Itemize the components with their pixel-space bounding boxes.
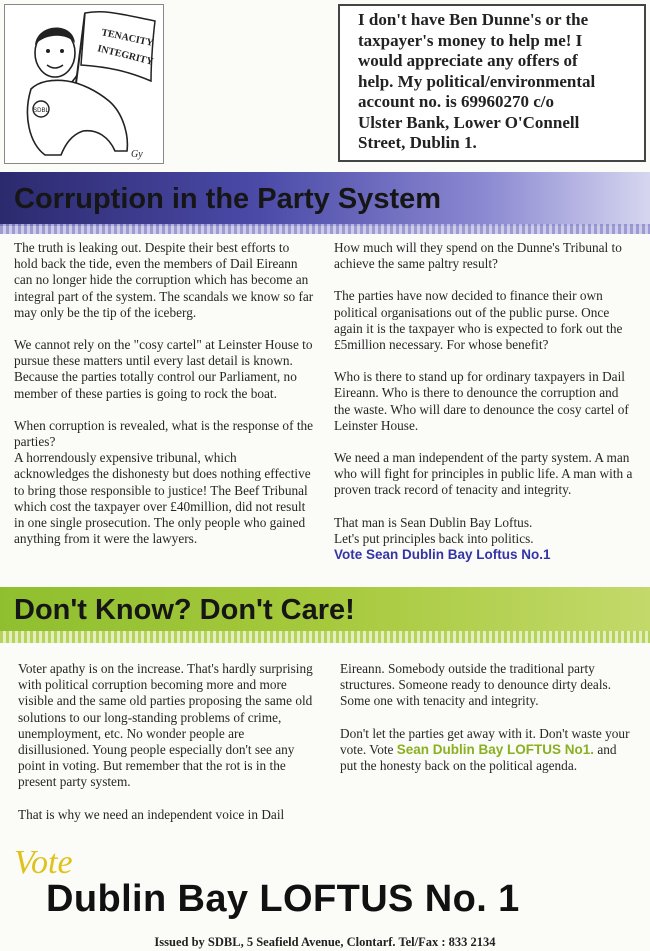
appeal-line: Street, Dublin 1. bbox=[358, 133, 477, 152]
paragraph: Who is there to stand up for ordinary taxpayers in Dail Eireann. Who is there to denounce the corruption and the waste. Who will dare to denounce the cosy cartel of Leinster House. bbox=[334, 369, 629, 433]
vote-line: Vote Sean Dublin Bay Loftus No.1 bbox=[334, 547, 551, 563]
closing-text-start: Don't let the parties get away with it. Don't waste your vote. Vote bbox=[340, 725, 630, 757]
candidate-cartoon bbox=[4, 4, 164, 164]
paragraph: A horrendously expensive tribunal, which acknowledges the dishonesty but does nothing effective to bring those responsible to justice! The Beef Tribunal which cost the taxpayer over £40million, did not result in one single prosecution. The only people who gained anything from it were the lawyers. bbox=[14, 450, 311, 547]
vote-word: Vote bbox=[14, 844, 73, 881]
paragraph: Let's put principles back into politics. bbox=[334, 530, 534, 546]
vote-line: Sean Dublin Bay LOFTUS No1. bbox=[396, 741, 595, 757]
appeal-line: would appreciate any offers of bbox=[358, 51, 578, 70]
issuer-line: Issued by SDBL, 5 Seafield Avenue, Clontarf. Tel/Fax : 833 2134 bbox=[154, 935, 496, 949]
section1-title: Corruption in the Party System bbox=[14, 183, 442, 215]
section2-banner-stripe bbox=[0, 631, 650, 643]
closing-paragraph bbox=[340, 726, 636, 775]
appeal-line: taxpayer's money to help me! I bbox=[358, 30, 583, 50]
paragraph: That man is Sean Dublin Bay Loftus. bbox=[334, 514, 533, 530]
paragraph: When corruption is revealed, what is the response of the parties? bbox=[14, 417, 314, 450]
candidate-slogan: Dublin Bay LOFTUS No. 1 bbox=[46, 878, 520, 920]
artist-signature: Gy bbox=[131, 149, 143, 160]
appeal-line: Ulster Bank, Lower O'Connell bbox=[358, 112, 580, 132]
paragraph: Voter apathy is on the increase. That's hardly surprising with political corruption becoming more and more visible and the same old parties proposing the same old solutions to our long-standing problems of crime, unemployment, etc. No wonder people are disillusioned. Young people especially don't see any point in voting. But remember that the rot is in the present party system. bbox=[18, 661, 313, 790]
donation-appeal-box bbox=[338, 4, 646, 162]
paragraph: Eireann. Somebody outside the traditional party structures. Someone ready to denounce dirty deals. Some one with tenacity and integrity. bbox=[340, 661, 612, 709]
badge-text: SDBL bbox=[33, 108, 49, 114]
cartoon-drawing bbox=[5, 5, 163, 163]
section2-left-column bbox=[18, 661, 318, 839]
section2-title: Don't Know? Don't Care! bbox=[14, 594, 355, 626]
appeal-line: account no. is 69960270 c/o bbox=[358, 92, 554, 111]
flag-word-2: INTEGRITY bbox=[96, 43, 155, 68]
flag-word-1: TENACITY bbox=[100, 27, 155, 49]
paragraph: That is why we need an independent voice in Dail bbox=[18, 806, 285, 822]
appeal-line: help. My political/environmental bbox=[358, 71, 596, 91]
section1-left-column bbox=[14, 240, 314, 563]
section2-right-column bbox=[340, 661, 636, 790]
paragraph: We need a man independent of the party system. A man who will fight for principles in public life. A man with a proven track record of tenacity and integrity. bbox=[334, 450, 633, 498]
paragraph: We cannot rely on the "cosy cartel" at Leinster House to pursue these matters until every last detail is known. Because the parties totally control our Parliament, no member of these parties is going to rock the boat. bbox=[14, 337, 313, 401]
paragraph: How much will they spend on the Dunne's Tribunal to achieve the same paltry result? bbox=[334, 240, 622, 272]
paragraph: The parties have now decided to finance their own political organisations out of the public purse. Once again it is the taxpayer who is expected to fork out the £5million necessary. For whose benefit? bbox=[334, 288, 623, 353]
closing-text-end: and put the honesty back on the political agenda. bbox=[340, 741, 617, 774]
section1-banner-stripe bbox=[0, 224, 650, 234]
paragraph: The truth is leaking out. Despite their best efforts to hold back the tide, even the members of Dail Eireann can no longer hide the corruption which has become an integral part of the system. The scandals we know so far may only be the tip of the iceberg. bbox=[14, 240, 314, 320]
section1-right-column bbox=[334, 240, 636, 563]
appeal-line: I don't have Ben Dunne's or the bbox=[358, 10, 589, 29]
